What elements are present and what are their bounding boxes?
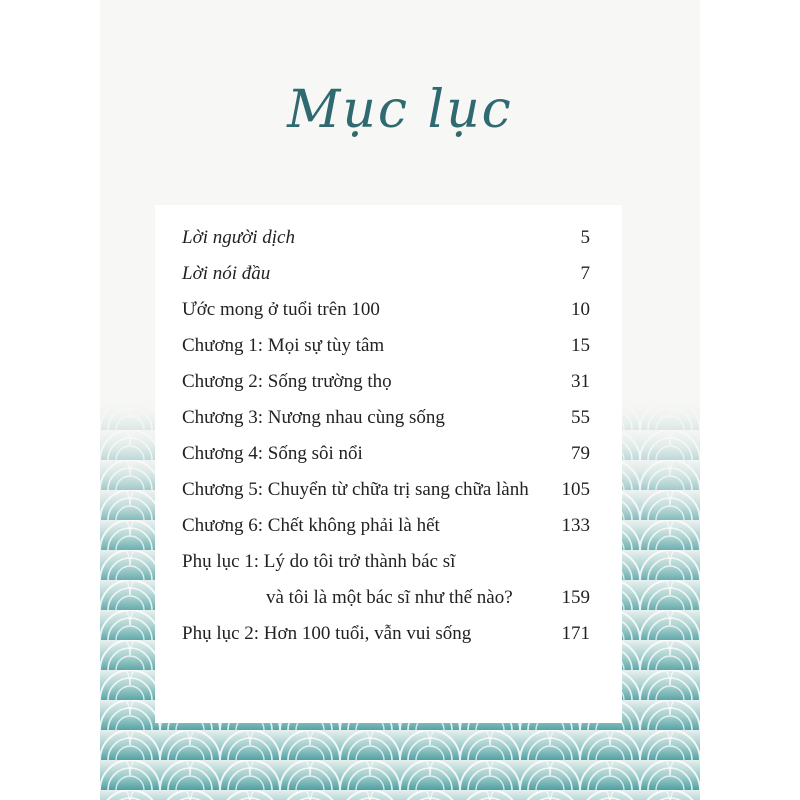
toc-entry-title: Chương 5: Chuyển từ chữa trị sang chữa lành [182, 479, 529, 500]
toc-entry [182, 365, 590, 401]
toc-entry-page-number: 105 [561, 479, 590, 500]
toc-entry-page-number: 15 [571, 335, 590, 356]
book-page [100, 0, 700, 800]
toc-entry-page-number: 7 [580, 263, 590, 284]
toc-entry [182, 329, 590, 365]
toc-entry [182, 581, 590, 617]
toc-entry [182, 545, 590, 581]
toc-entry [182, 401, 590, 437]
toc-entry [182, 509, 590, 545]
toc-entry-title: Phụ lục 2: Hơn 100 tuổi, vẫn vui sống [182, 623, 472, 644]
toc-entry-title: Chương 3: Nương nhau cùng sống [182, 407, 445, 428]
toc-entry-title: Chương 1: Mọi sự tùy tâm [182, 335, 385, 356]
toc-entry-page-number: 5 [580, 227, 590, 248]
toc-entry [182, 257, 590, 293]
table-of-contents-panel [155, 205, 622, 723]
toc-entry [182, 437, 590, 473]
toc-entry-title: Phụ lục 1: Lý do tôi trở thành bác sĩ [182, 551, 456, 572]
toc-list [182, 221, 590, 653]
toc-entry [182, 221, 590, 257]
toc-entry-page-number: 159 [561, 587, 590, 608]
toc-entry [182, 473, 590, 509]
toc-entry-page-number: 171 [561, 623, 590, 644]
toc-entry-title: Lời người dịch [182, 227, 295, 248]
toc-entry-page-number: 55 [571, 407, 590, 428]
toc-entry-page-number: 31 [571, 371, 590, 392]
toc-entry-page-number: 79 [571, 443, 590, 464]
toc-entry [182, 617, 590, 653]
toc-entry-title: Ước mong ở tuổi trên 100 [182, 299, 380, 320]
toc-entry-page-number: 10 [571, 299, 590, 320]
page-title: Mục lục [287, 80, 513, 140]
toc-entry-title: và tôi là một bác sĩ như thế nào? [266, 587, 513, 608]
toc-entry-title: Chương 2: Sống trường thọ [182, 371, 392, 392]
toc-entry-title: Chương 6: Chết không phải là hết [182, 515, 440, 536]
toc-entry [182, 293, 590, 329]
toc-entry-page-number: 133 [561, 515, 590, 536]
toc-entry-title: Lời nói đầu [182, 263, 271, 284]
toc-entry-title: Chương 4: Sống sôi nổi [182, 443, 363, 464]
